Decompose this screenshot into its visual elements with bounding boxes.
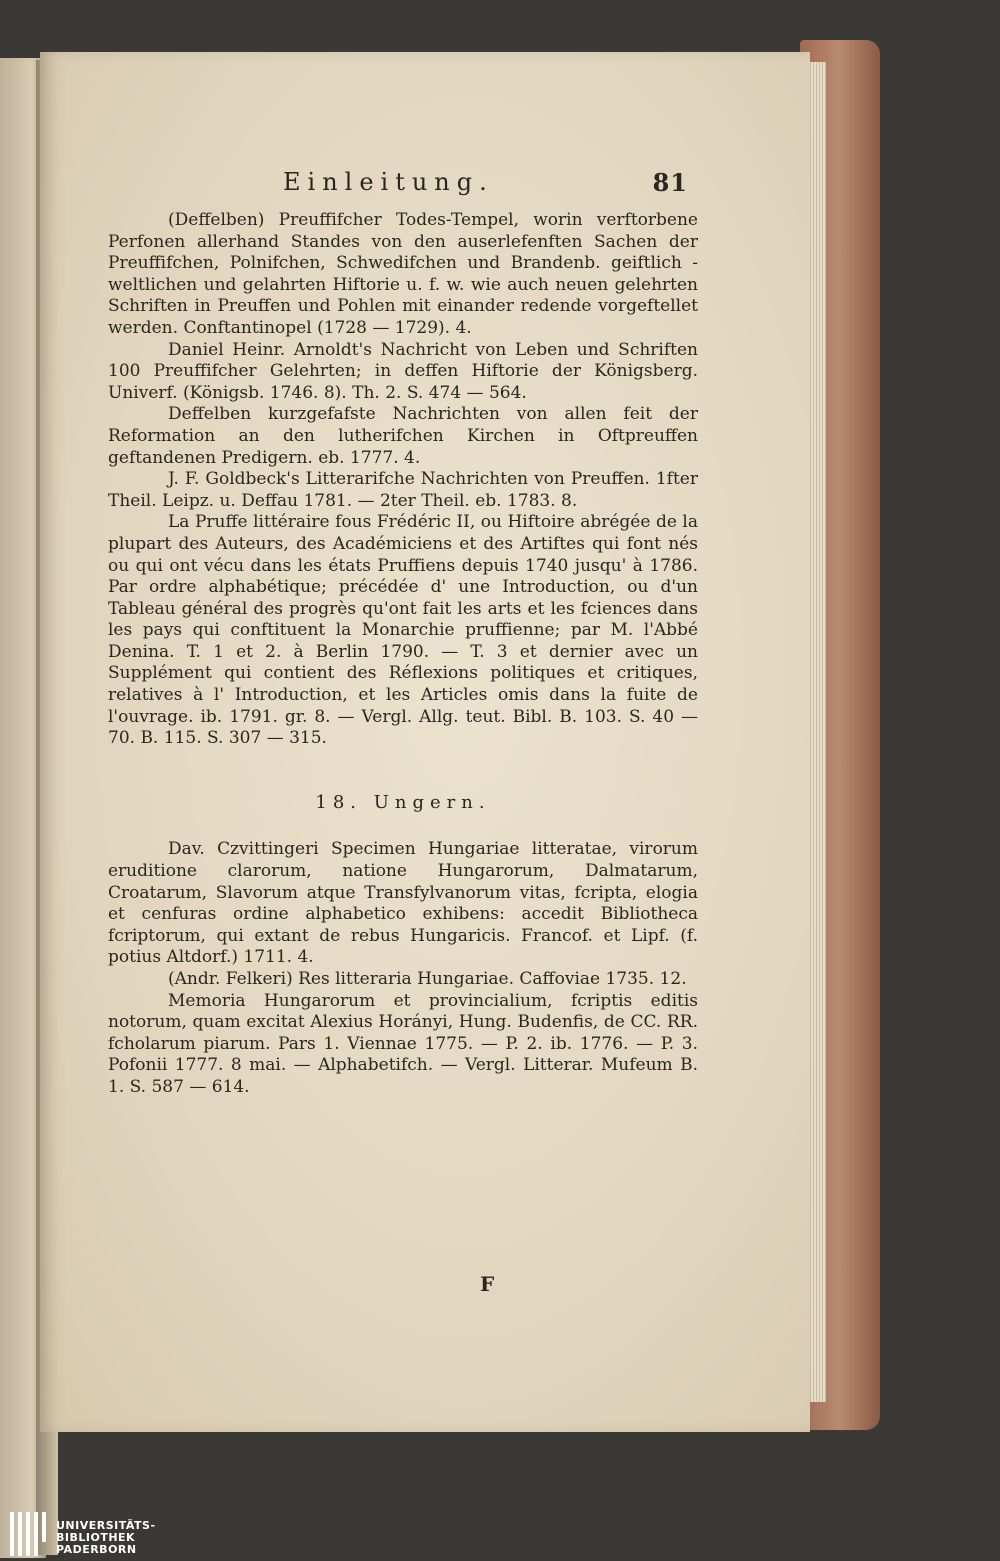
bibliography-entry: (Deffelben) Preuffifcher Todes-Tempel, worin verftorbene Perfonen allerhand Standes von den auserlefenften Sachen der Preuffifchen, Polnifchen, Schwedifchen und Brandenb. geiftlich - weltlichen und gelahrten Hiftorie u. f. w. wie auch neuen gelehrten Schriften in Preuffen und Pohlen mit einander redende vorgeftellet werden. Conftantinopel (1728 — 1729). 4. bbox=[108, 210, 698, 338]
library-logo-text bbox=[56, 1520, 156, 1556]
library-logo-line: UNIVERSITÄTS- bbox=[56, 1519, 156, 1532]
bibliography-entry: (Andr. Felkeri) Res litteraria Hungariae. Caffoviae 1735. 12. bbox=[168, 969, 687, 989]
library-logo-line: PADERBORN bbox=[56, 1543, 137, 1556]
library-logo-line: BIBLIOTHEK bbox=[56, 1531, 136, 1544]
bibliography-entry: Memoria Hungarorum et provincialium, fcriptis editis notorum, quam excitat Alexius Horányi, Hung. Budenfis, de CC. RR. fcholarum piarum. Pars 1. Viennae 1775. — P. 2. ib. 1776. — P. 3. Pofonii 1777. 8 mai. — Alphabetifch. — Vergl. Litterar. Mufeum B. 1. S. 587 — 614. bbox=[108, 990, 698, 1097]
page-body bbox=[108, 210, 698, 1099]
running-head bbox=[283, 168, 688, 204]
page-number: 81 bbox=[652, 168, 688, 197]
section-heading: 18. Ungern. bbox=[315, 791, 491, 813]
bibliography-entry: J. F. Goldbeck's Litterarifche Nachrichten von Preuffen. 1fter Theil. Leipz. u. Deffau 1781. — 2ter Theil. eb. 1783. 8. bbox=[108, 469, 698, 511]
bibliography-entry: Deffelben kurzgefafste Nachrichten von allen feit der Reformation an den lutherifchen Kirchen in Oftpreuffen geftandenen Predigern. eb. 1777. 4. bbox=[108, 404, 698, 468]
signature-mark: F bbox=[480, 1272, 495, 1296]
library-logo-icon bbox=[10, 1508, 46, 1558]
bibliography-entry: La Pruffe littéraire fous Frédéric II, ou Hiftoire abrégée de la plupart des Auteurs, des Académiciens et des Artiftes qui font nés ou qui ont vécu dans les états Pruffiens depuis 1740 jusqu' à 1786. Par ordre alphabétique; précédée d' une Introduction, ou d'un Tableau général des progrès qu'ont fait les arts et les fciences dans les pays qui conftituent la Monarchie pruffienne; par M. l'Abbé Denina. T. 1 et 2. à Berlin 1790. — T. 3 et dernier avec un Supplément qui contient des Réflexions politiques et critiques, relatives à l' Introduction, et les Articles omis dans la fuite de l'ouvrage. ib. 1791. gr. 8. — Vergl. Allg. teut. Bibl. B. 103. S. 40 — 70. B. 115. S. 307 — 315. bbox=[108, 512, 698, 749]
bibliography-entry: Dav. Czvittingeri Specimen Hungariae litteratae, virorum eruditione clarorum, natione Hungarorum, Dalmatarum, Croatarum, Slavorum atque Transfylvanorum vitas, fcripta, elogia et cenfuras ordine alphabetico exhibens: accedit Bibliotheca fcriptorum, qui extant de rebus Hungaricis. Francof. et Lipf. (f. potius Altdorf.) 1711. 4. bbox=[108, 839, 698, 968]
running-head-title: Einleitung. bbox=[283, 168, 494, 196]
library-logo bbox=[0, 1506, 200, 1561]
bibliography-entry: Daniel Heinr. Arnoldt's Nachricht von Leben und Schriften 100 Preuffifcher Gelehrten; in deffen Hiftorie der Königsberg. Univerf. (Königsb. 1746. 8). Th. 2. S. 474 — 564. bbox=[108, 339, 698, 403]
